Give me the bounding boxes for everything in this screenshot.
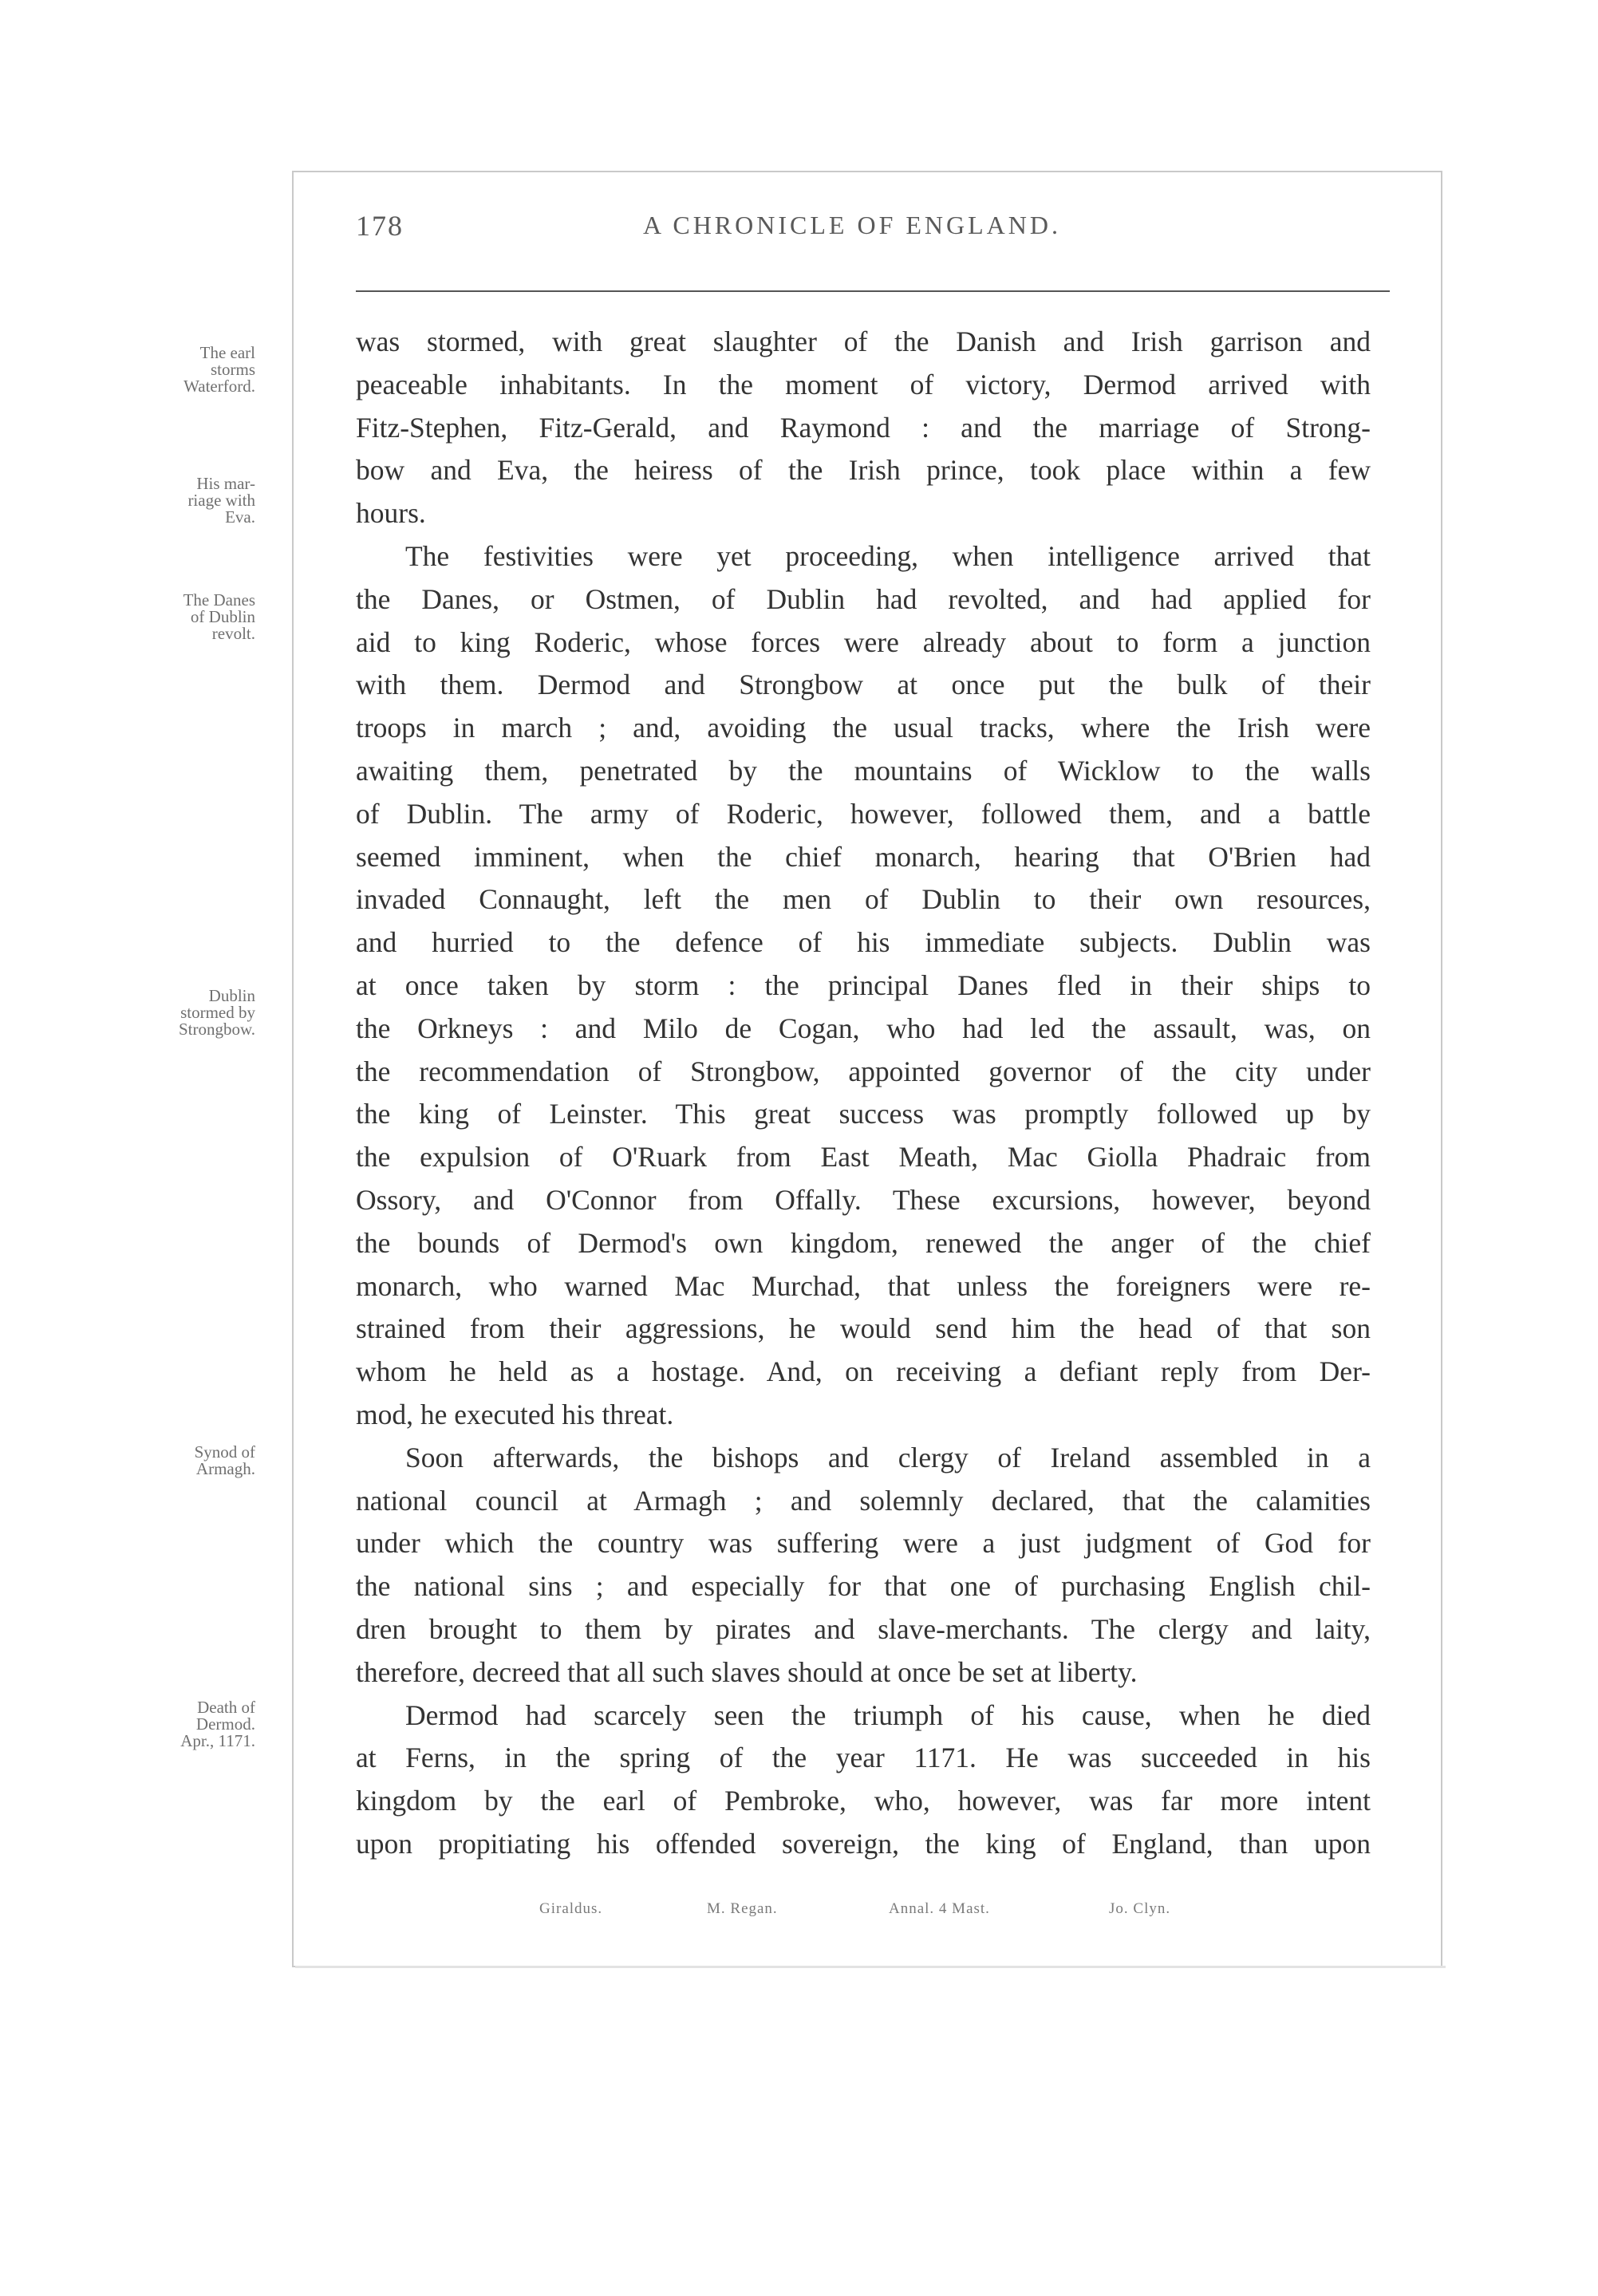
body-line: the bounds of Dermod's own kingdom, renewed the anger of the chief (356, 1226, 1371, 1259)
body-text (356, 321, 1371, 1866)
body-line: the recommendation of Strongbow, appointed governor of the city under (356, 1055, 1371, 1087)
body-line: and hurried to the defence of his immediate subjects. Dublin was (356, 926, 1371, 959)
margin-note-line: Waterford. (183, 377, 255, 396)
header-rule (356, 290, 1390, 292)
body-line: bow and Eva, the heiress of the Irish prince, took place within a few (356, 454, 1371, 487)
page-header (0, 209, 1598, 257)
body-line: seemed imminent, when the chief monarch, hearing that O'Brien had (356, 840, 1371, 873)
margin-note-dublin-stormed (96, 988, 255, 1038)
body-line: Ossory, and O'Connor from Offally. These excursions, however, beyond (356, 1183, 1371, 1216)
body-line: strained from their aggressions, he would send him the head of that son (356, 1312, 1371, 1345)
body-line: the king of Leinster. This great success was promptly followed up by (356, 1098, 1371, 1130)
body-line: was stormed, with great slaughter of the Danish and Irish garrison and (356, 325, 1371, 357)
body-line: invaded Connaught, left the men of Dublin to their own resources, (356, 883, 1371, 916)
body-line: kingdom by the earl of Pembroke, who, however, was far more intent (356, 1785, 1371, 1817)
margin-note-danes-revolt (96, 592, 255, 642)
margin-note-line: riage with (187, 491, 255, 510)
margin-note-line: stormed by (180, 1003, 255, 1022)
citation: Jo. Clyn. (1109, 1900, 1171, 1917)
body-line: whom he held as a hostage. And, on receiving a defiant reply from Der- (356, 1355, 1371, 1388)
body-line: the expulsion of O'Ruark from East Meath, Mac Giolla Phadraic from (356, 1141, 1371, 1174)
margin-note-earl-storms-waterford (96, 345, 255, 395)
body-line: with them. Dermod and Strongbow at once put the bulk of their (356, 669, 1371, 701)
page-frame-shadow (295, 1966, 1446, 1968)
margin-note-line: His mar- (196, 474, 255, 493)
margin-note-line: of Dublin (190, 607, 255, 626)
citation: Annal. 4 Mast. (889, 1900, 990, 1917)
body-line: The festivities were yet proceeding, when intelligence arrived that (405, 539, 1371, 572)
body-line: peaceable inhabitants. In the moment of victory, Dermod arrived with (356, 368, 1371, 400)
margin-note-line: Eva. (225, 507, 255, 527)
citation: Giraldus. (539, 1900, 603, 1917)
margin-note-death-of-dermod (96, 1699, 255, 1750)
body-line: therefore, decreed that all such slaves should at once be set at liberty. (356, 1655, 1138, 1688)
margin-note-line: revolt. (211, 624, 255, 643)
body-line: national council at Armagh ; and solemnly declared, that the calamities (356, 1484, 1371, 1517)
body-line: dren brought to them by pirates and slave-merchants. The clergy and laity, (356, 1612, 1371, 1645)
page-number: 178 (356, 210, 404, 242)
body-line: mod, he executed his threat. (356, 1398, 674, 1430)
margin-note-line: Apr., 1171. (180, 1731, 255, 1750)
body-line: troops in march ; and, avoiding the usual tracks, where the Irish were (356, 712, 1371, 744)
body-line: Fitz-Stephen, Fitz-Gerald, and Raymond : and the marriage of Strong- (356, 411, 1371, 444)
margin-note-line: storms (210, 360, 255, 379)
body-line: at Ferns, in the spring of the year 1171. He was succeeded in his (356, 1742, 1371, 1774)
margin-note-line: Strongbow. (178, 1020, 255, 1039)
body-line: Soon afterwards, the bishops and clergy of Ireland assembled in a (405, 1441, 1371, 1473)
body-line: hours. (356, 497, 426, 530)
margin-note-line: Death of (197, 1698, 255, 1717)
margin-note-line: Dermod. (195, 1714, 255, 1734)
body-line: under which the country was suffering were a just judgment of God for (356, 1527, 1371, 1560)
margin-note-synod-of-armagh (96, 1444, 255, 1477)
body-line: Dermod had scarcely seen the triumph of his cause, when he died (405, 1698, 1371, 1731)
margin-note-line: The Danes (183, 590, 255, 610)
body-line: of Dublin. The army of Roderic, however, followed them, and a battle (356, 797, 1371, 830)
margin-note-marriage-with-eva (96, 475, 255, 526)
margin-note-line: The earl (199, 343, 255, 362)
margin-note-line: Dublin (208, 986, 255, 1005)
body-line: upon propitiating his offended sovereign, the king of England, than upon (356, 1827, 1371, 1860)
citations (0, 1900, 1598, 1924)
body-line: the national sins ; and especially for that one of purchasing English chil- (356, 1570, 1371, 1603)
body-line: the Orkneys : and Milo de Cogan, who had led the assault, was, on (356, 1012, 1371, 1044)
citation: M. Regan. (707, 1900, 778, 1917)
running-title: A CHRONICLE OF ENGLAND. (643, 211, 1061, 239)
body-line: aid to king Roderic, whose forces were already about to form a junction (356, 625, 1371, 658)
margin-note-line: Synod of (194, 1442, 255, 1462)
margin-note-line: Armagh. (195, 1459, 255, 1478)
body-line: monarch, who warned Mac Murchad, that unless the foreigners were re- (356, 1269, 1371, 1302)
body-line: awaiting them, penetrated by the mountains of Wicklow to the walls (356, 754, 1371, 787)
body-line: the Danes, or Ostmen, of Dublin had revolted, and had applied for (356, 582, 1371, 615)
body-line: at once taken by storm : the principal Danes fled in their ships to (356, 969, 1371, 1001)
